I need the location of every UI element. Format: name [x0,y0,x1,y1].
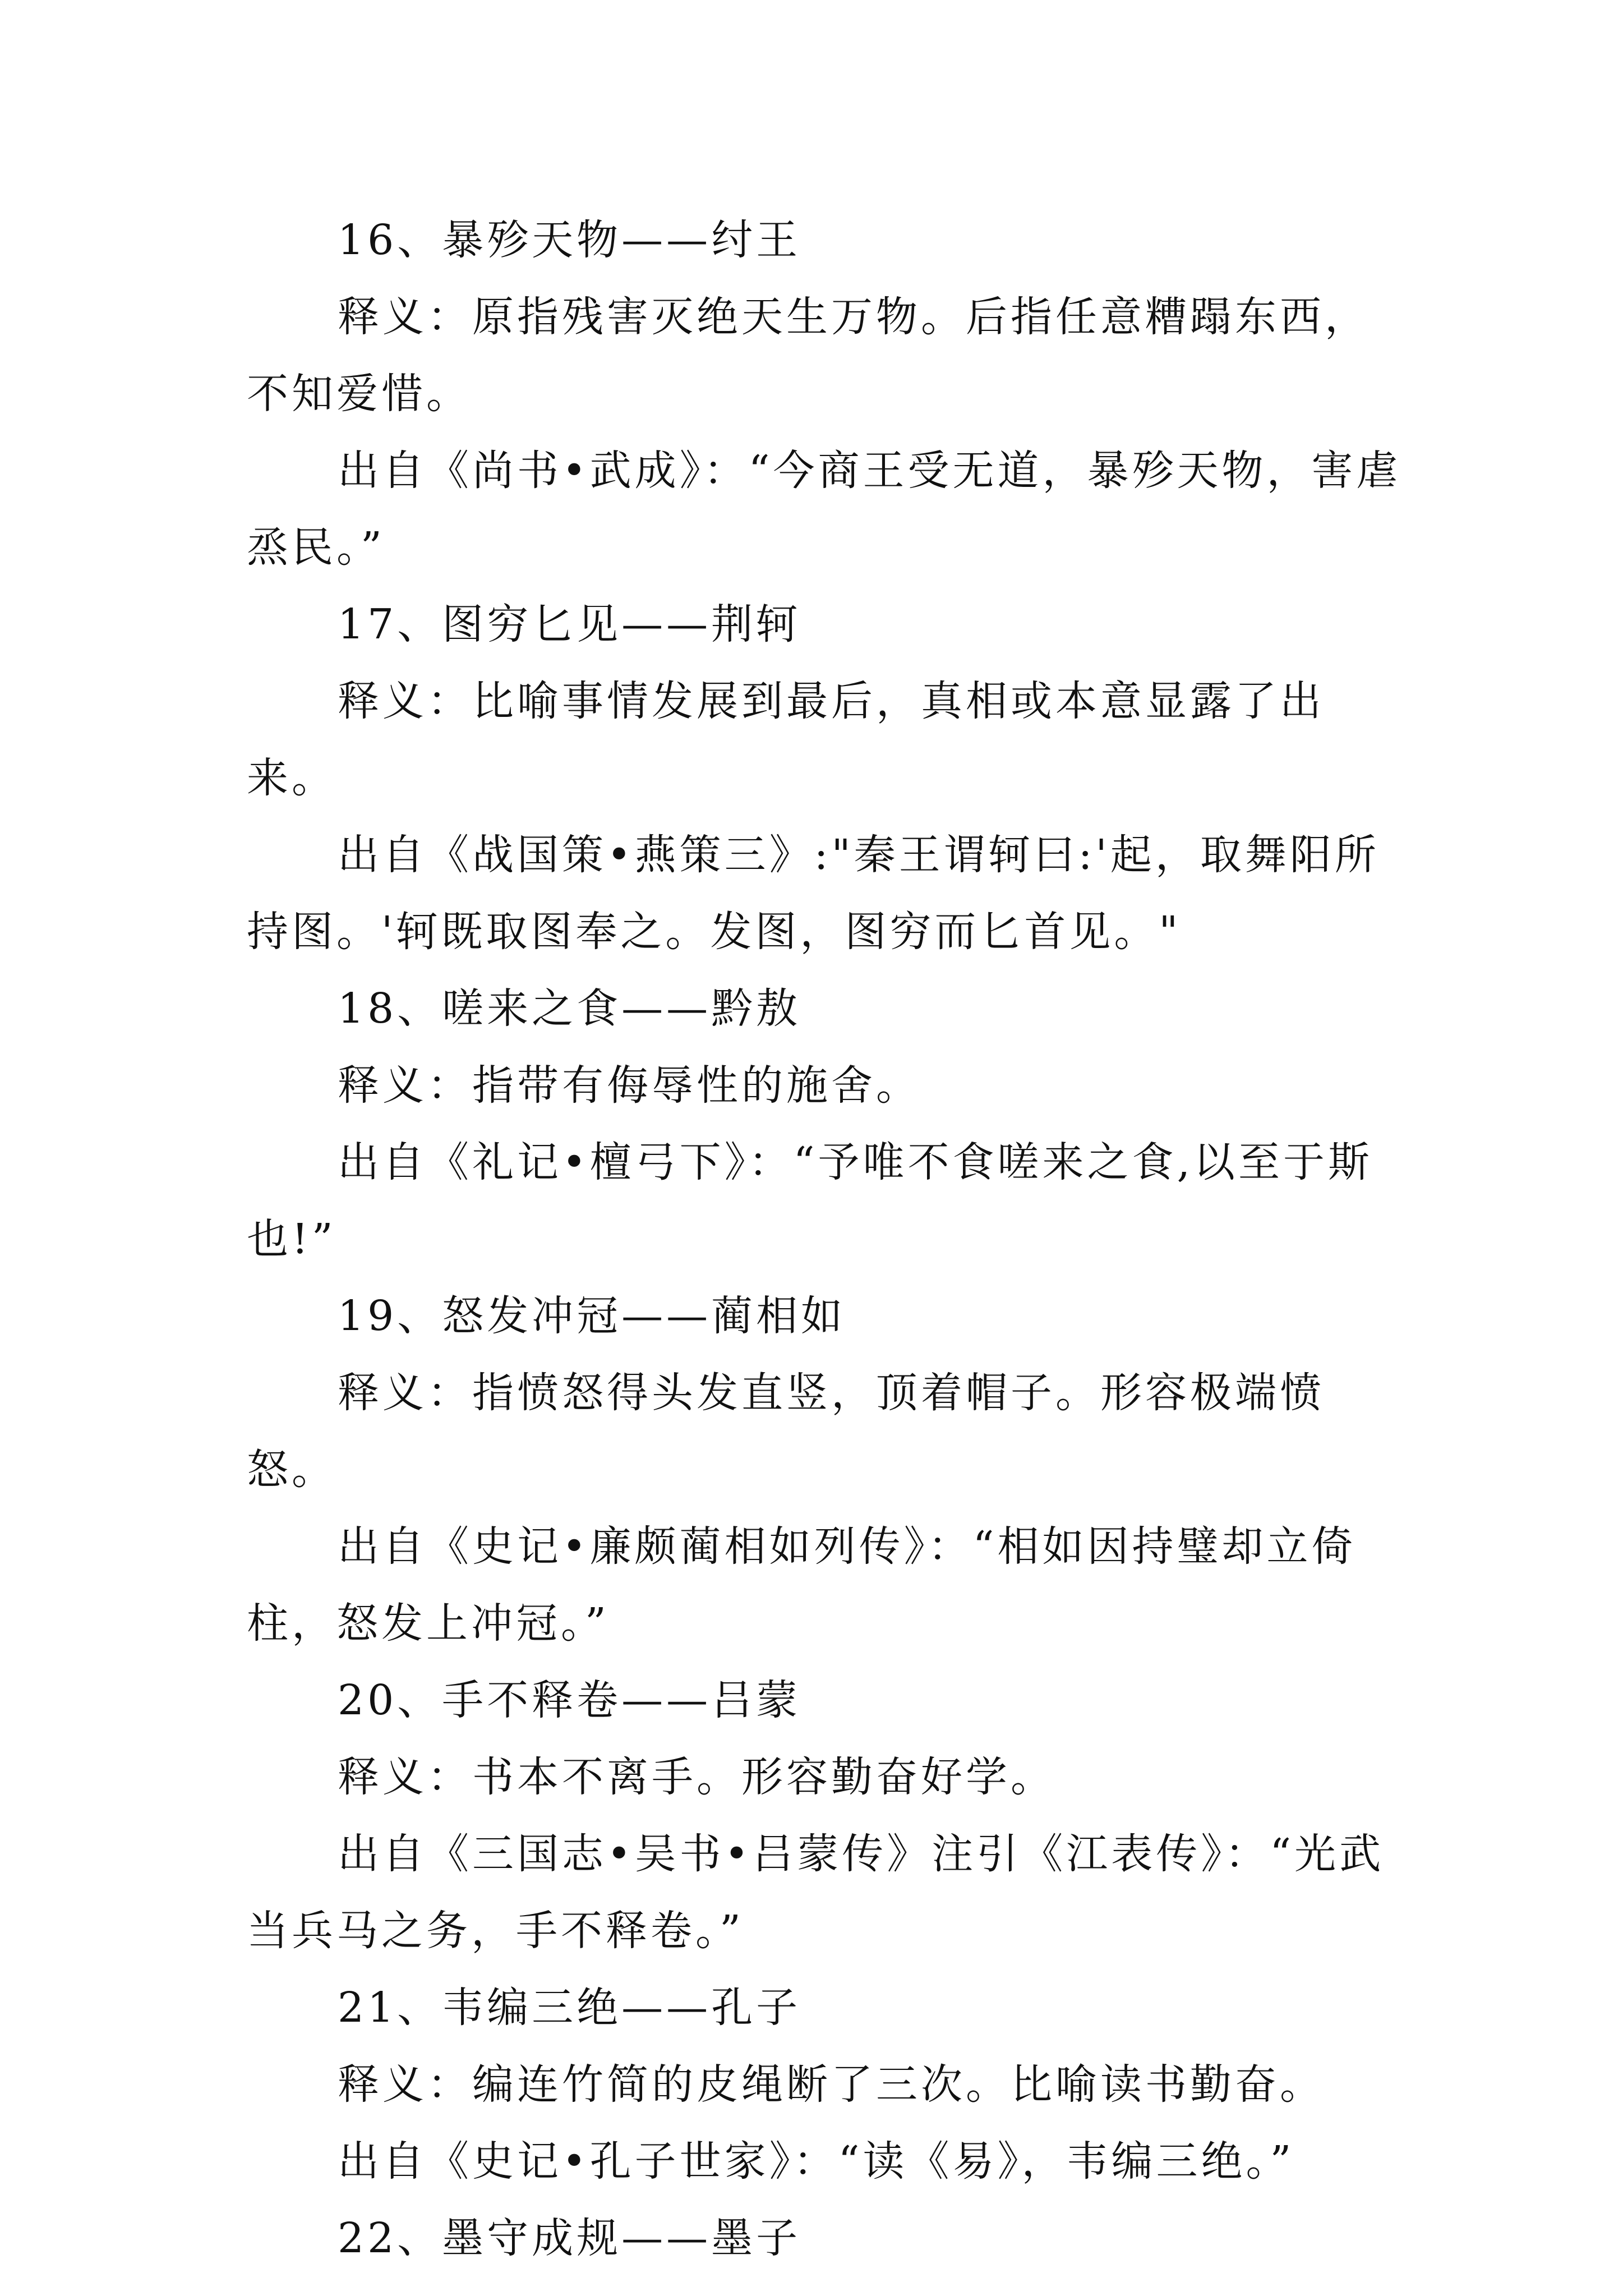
idiom-heading-22: 22、墨守成规——墨子 [338,2214,801,2262]
idiom-meaning-21: 释义：编连竹简的皮绳断了三次。比喻读书勤奋。 [338,2060,1325,2109]
idiom-source-19: 出自《史记•廉颇蔺相如列传》：“相如因持璧却立倚柱，怒发上冲冠。” [247,1522,1357,1648]
idiom-meaning-20: 释义：书本不离手。形容勤奋好学。 [338,1753,1055,1801]
idiom-heading-20: 20、手不释卷——吕蒙 [338,1676,801,1724]
idiom-heading-18: 18、嗟来之食——黔敖 [338,984,801,1033]
idiom-heading-19: 19、怒发冲冠——蔺相如 [338,1292,846,1340]
idiom-heading-21: 21、韦编三绝——孔子 [338,1984,801,2032]
idiom-heading-16: 16、暴殄天物——纣王 [338,216,801,264]
idiom-meaning-16: 释义：原指残害灭绝天生万物。后指任意糟蹋东西，不知爱惜。 [247,293,1370,418]
idiom-meaning-18: 释义：指带有侮辱性的施舍。 [338,1061,921,1110]
idiom-meaning-17: 释义：比喻事情发展到最后，真相或本意显露了出来。 [247,677,1325,802]
idiom-source-17: 出自《战国策•燕策三》:"秦王谓轲曰:'起，取舞阳所持图。'轲既取图奉之。发图，图穷而匕首见。" [247,831,1380,956]
idiom-source-18: 出自《礼记•檀弓下》：“予唯不食嗟来之食,以至于斯也!” [247,1138,1373,1263]
idiom-source-16: 出自《尚书•武成》：“今商王受无道，暴殄天物，害虐烝民。” [247,447,1401,572]
idiom-source-21: 出自《史记•孔子世家》：“读《易》，韦编三绝。” [338,2137,1295,2185]
idiom-source-20: 出自《三国志•吴书•吕蒙传》注引《江表传》：“光武当兵马之务，手不释卷。” [247,1830,1385,1955]
idiom-heading-17: 17、图穷匕见——荆轲 [338,600,801,648]
idiom-meaning-19: 释义：指愤怒得头发直竖，顶着帽子。形容极端愤怒。 [247,1369,1325,1494]
document-page [247,202,1413,2277]
